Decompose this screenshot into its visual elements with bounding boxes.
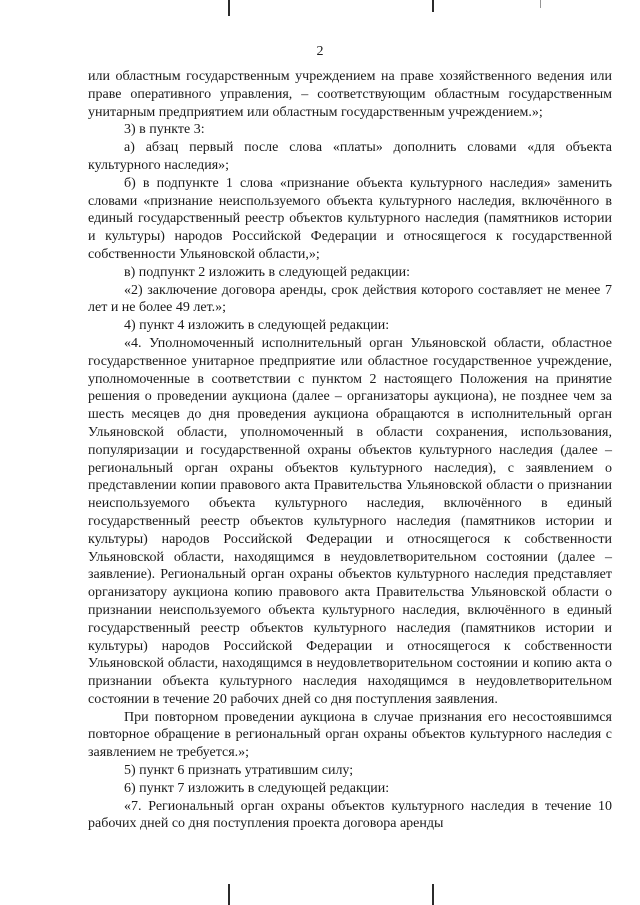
paragraph-item-4: 4) пункт 4 изложить в следующей редакции: [124,318,390,334]
page-number: 2 [316,44,324,59]
paragraph-item-5: 5) пункт 6 признать утратившим силу; [124,763,354,779]
scan-artifact-top-far-right [540,0,541,8]
paragraph-quoted-subitem-2: «2) заключение договора аренды, срок действия которого составляет не менее 7 лет и не более 49 лет.»; [88,282,612,316]
paragraph-repeat-auction: При повторном проведении аукциона в случае признания его несостоявшимся повторное обращение в региональный орган охраны объектов культурного наследия с заявлением не требуется.»; [88,709,612,761]
paragraph-subitem-b: б) в подпункте 1 слова «признание объекта культурного наследия» заменить словами «признание неиспользуемого объекта культурного наследия, включённого в единый государственный реестр объектов культурного наследия (памятников истории и культуры) народов Российской Федерации и относящегося к государственной собственности Ульяновской области,»; [88,175,612,262]
paragraph-subitem-a: а) абзац первый после слова «платы» дополнить словами «для объекта культурного наследия»; [88,140,612,173]
scan-artifact-bottom-left [228,884,230,905]
paragraph-quoted-item-4: «4. Уполномоченный исполнительный орган Ульяновской области, областное государственное унитарное предприятие или областное государственное учреждение, уполномоченные в соответствии с пунктом 2 настоящего Положения на принятие решения о проведении аукциона (далее – организаторы аукциона), не позднее чем за шесть месяцев до дня проведения аукциона обращаются в исполнительный орган Ульяновской области, уполномоченный в области сохранения, использования, популяризации и государственной охраны объектов культурного наследия (далее – региональный орган охраны объектов культурного наследия), с заявлением о представлении копии правового акта Правительства Ульяновской области о признании неиспользуемого объекта культурного наследия, включённого в единый государственный реестр объектов культурного наследия (памятников истории и культуры) народов Российской Федерации и относящегося к собственности Ульяновской области, находящимся в неудовлетворительном состоянии (далее – заявление). Региональный орган охраны объектов культурного наследия представляет организатору аукциона копию правового акта Правительства Ульяновской области о признании неиспользуемого объекта культурного наследия, включённого в единый государственный реестр объектов культурного наследия (памятников истории и культуры) народов Российской Федерации и относящегося к собственности Ульяновской области, находящимся в неудовлетворительном состоянии и копию акта о признании объекта культурного наследия находящимся в неудовлетворительном состоянии в течение 20 рабочих дней со дня поступления заявления. [88,335,612,707]
paragraph-quoted-item-7: «7. Региональный орган охраны объектов культурного наследия в течение 10 рабочих дней со дня поступления проекта договора аренды [88,798,612,832]
scan-artifact-top-right [432,0,434,12]
scan-artifact-top-left [228,0,230,16]
paragraph-continuation: или областным государственным учреждением на праве хозяйственного ведения или праве оперативного управления, – соответствующим областным государственным унитарным предприятием или областным государственным учреждением.»; [88,69,612,120]
paragraph-item-3: 3) в пункте 3: [124,122,205,138]
scan-artifact-bottom-right [432,884,434,905]
paragraph-item-6: 6) пункт 7 изложить в следующей редакции: [124,780,390,796]
paragraph-subitem-v: в) подпункт 2 изложить в следующей редакции: [124,264,410,280]
document-body [88,68,612,833]
